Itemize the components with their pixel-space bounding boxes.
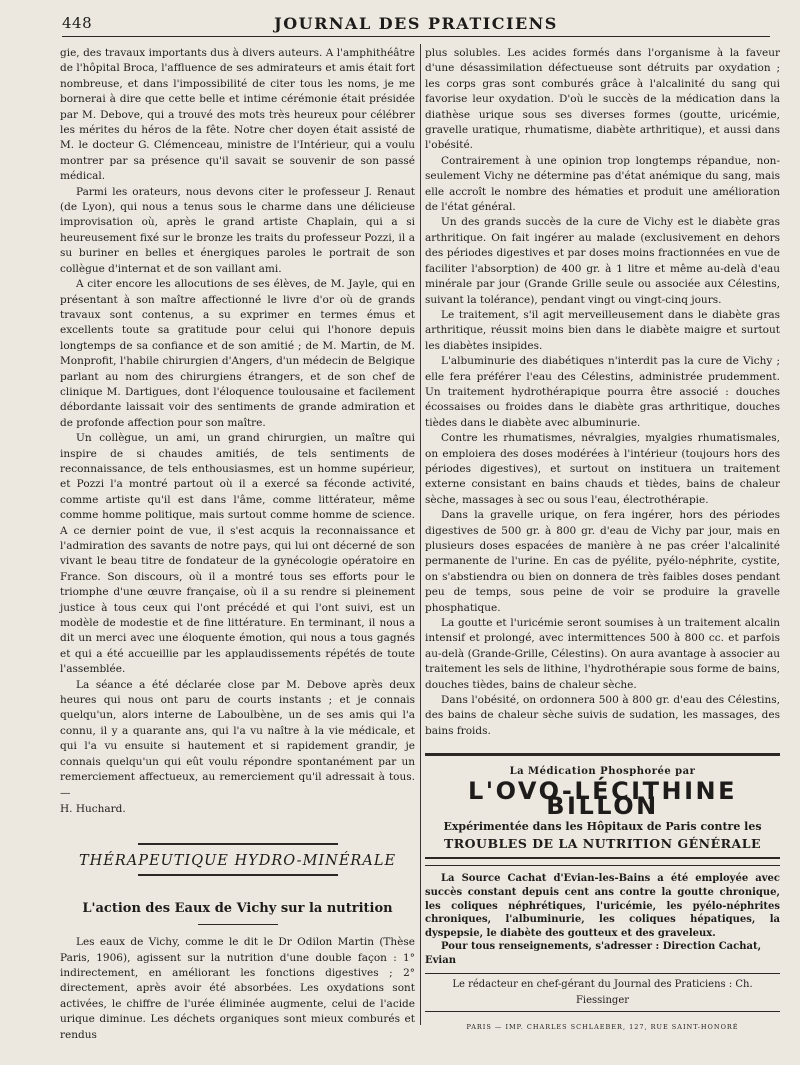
paragraph: Un des grands succès de la cure de Vichy est le diabète gras arthritique. On fait ingérer au malade (exclusivement en dehors des périodes digestives et par doses moins fractionnées en vue de faciliter l'absorption) de 400 gr. à 1 litre et même au-delà d'eau minérale par jour (Grande Grille seule ou associée aux Célestins, suivant la tolérance), pendant vingt ou vingt-cinq jours. — [425, 216, 780, 306]
author-signature: H. Huchard. — [60, 802, 126, 815]
advertisement-source-cachat — [425, 865, 780, 967]
paragraph: A citer encore les allocutions de ses élèves, de M. Jayle, qui en présentant à son maître affectionné le livre d'or où de grands travaux sont contenus, a su exprimer en termes émus et excellents toute sa gratitude pour celui qui l'honore depuis longtemps de sa confiance et de son amitié ; de M. Martin, de M. Monprofit, l'habile chirurgien d'Angers, d'un médecin de Belgique parlant au nom des chirurgiens étrangers, et de son chef de clinique M. Dartigues, dont l'éloquence toulousaine et facilement débordante laissait voir des sentiments de grande admiration et de profonde affection pour son maître. — [60, 278, 415, 429]
title-rule — [198, 924, 278, 925]
paragraph: Contre les rhumatismes, névralgies, myalgies rhumatismales, on emploiera des doses modérées à l'intérieur (toujours hors des périodes digestives), et surtout on instituera un traitement externe consistant en bains chauds et tièdes, bains de chaleur sèche, massages à sec ou sous l'eau, électrothérapie. — [425, 432, 780, 506]
paragraph: Parmi les orateurs, nous devons citer le professeur J. Renaut (de Lyon), qui nous a tenus sous le charme dans une délicieuse improvisation où, après le grand artiste Chaplain, qui a si heureusement fixé sur le bronze les traits du professeur Pozzi, il a su buriner en belles et énergiques paroles le portrait de son collègue d'internat et de son vaillant ami. — [60, 185, 415, 275]
paragraph: Dans la gravelle urique, on fera ingérer, hors des périodes digestives de 500 gr. à 800 gr. d'eau de Vichy par jour, mais en plusieurs doses espacées de manière à ne pas créer l'alcalinité permanente de l'urine. En cas de pyélite, pyélo-néphrite, cystite, on s'abstiendra ou bien on donnera de très faibles doses pendant peu de temps, sous peine de voir se produire la gravelle phosphatique. — [425, 509, 780, 614]
paragraph: L'albuminurie des diabétiques n'interdit pas la cure de Vichy ; elle fera préférer l'eau des Célestins, administrée prudemment. Un traitement hydrothérapique pourra être associé : douches écossaises ou froides dans le diabète gras arthritique, douches tièdes dans le diabète avec albuminurie. — [425, 355, 780, 429]
advertisement-ovo-lecithine — [425, 753, 780, 859]
ad-brand: L'OVO-LÉCITHINE BILLON — [468, 776, 737, 821]
printer-line: PARIS — IMP. CHARLES SCHLAEBER, 127, RUE SAINT-HONORÉ — [466, 1023, 739, 1032]
paragraph: Les eaux de Vichy, comme le dit le Dr Odilon Martin (Thèse Paris, 1906), agissent sur la nutrition d'une double façon : 1° indirectement, en améliorant les fonctions digestives ; 2° directement, après avoir été absorbées. Les oxydations sont activées, le chiffre de l'urée éliminée augmente, celui de l'acide urique diminue. Les déchets organiques sont mieux comburés et rendus — [60, 936, 415, 1041]
editor-line: Le rédacteur en chef-gérant du Journal des Praticiens : Ch. Fiessinger — [425, 973, 780, 1012]
ad-subtitle: TROUBLES DE LA NUTRITION GÉNÉRALE — [443, 835, 762, 851]
ad-tagline: La Médication Phosphorée par — [509, 766, 696, 778]
paragraph: gie, des travaux importants dus à divers auteurs. A l'amphithéâtre de l'hôpital Broca, l'affluence de ses admirateurs et amis était fort nombreuse, et dans l'impossibilité de citer tous les noms, je me bornerai à dire que cette belle et intime cérémonie était présidée par M. Debove, qui a trouvé des mots très heureux pour célébrer les mérites du héros de la fête. Notre cher doyen était assisté de M. le docteur G. Clémenceau, ministre de l'Intérieur, qui a voulu montrer par sa présence qu'il savait se souvenir de son passé médical. — [60, 47, 415, 183]
ad-contact: Pour tous renseignements, s'adresser : Direction Cachat, Evian — [425, 941, 762, 966]
paragraph: plus solubles. Les acides formés dans l'organisme à la faveur d'une désassimilation défectueuse sont détruits par oxydation ; les corps gras sont comburés grâce à l'alcalinité du sang qui favorise leur oxydation. D'où le succès de la médication dans la diathèse urique sous ses diverses formes (goutte, uricémie, gravelle uratique, rhumatisme, diabète arthritique), et aussi dans l'obésité. — [425, 47, 780, 152]
paragraph: Dans l'obésité, on ordonnera 500 à 800 gr. d'eau des Célestins, des bains de chaleur sèche suivis de sudation, les massages, des bains froids. — [425, 694, 780, 737]
section-rule-top — [138, 843, 338, 848]
paragraph: La goutte et l'uricémie seront soumises à un traitement alcalin intensif et prolongé, avec intermittences 500 à 800 cc. et parfois au-delà (Grande-Grille, Célestins). On aura avantage à associer au traitement les sels de lithine, l'hydrothérapie sous forme de bains, douches tièdes, bains de chaleur sèche. — [425, 617, 780, 691]
right-column — [425, 46, 780, 1030]
paragraph: Contrairement à une opinion trop longtemps répandue, non-seulement Vichy ne détermine pas d'état anémique du sang, mais elle accroît le nombre des hématies et produit une amélioration de l'état général. — [425, 154, 780, 214]
column-divider — [420, 44, 421, 1025]
article-title: L'action des Eaux de Vichy sur la nutrition — [82, 900, 393, 916]
left-column — [60, 46, 415, 1041]
section-title: THÉRAPEUTIQUE HYDRO-MINÉRALE — [78, 853, 397, 870]
section-rule-bottom — [138, 874, 338, 879]
ad-body: La Source Cachat d'Evian-les-Bains a été employée avec succès constant depuis cent ans contre la goutte chronique, les coliques néphrétiques, l'uricémie, les pyélo-néphrites chroniques, l'albuminurie, les coliques hépatiques, la dyspepsie, le diabète des goutteux et des graveleux. — [425, 873, 780, 939]
page-number: 448 — [62, 14, 93, 32]
paragraph: Un collègue, un ami, un grand chirurgien, un maître qui inspire de si chaudes amitiés, de tels sentiments de reconnaissance, de tels enthousiasmes, est un homme supérieur, et Pozzi l'a montré partout où il a exercé sa féconde activité, comme artiste qu'il est dans l'âme, comme littérateur, même comme homme politique, mais surtout comme homme de science. A ce dernier point de vue, il s'est acquis la reconnaissance et l'admiration des savants de notre pays, qui lui ont décerné de son vivant le beau titre de fondateur de la gynécologie opératoire en France. Son discours, où il a montré tous ses efforts pour le triomphe d'une œuvre française, où il a su rendre si pleinement justice à tous ceux qui l'ont précédé et qui l'ont suivi, est un modèle de modestie et de fine littérature. En terminant, il nous a dit un merci avec une éloquente émotion, qui nous a tous gagnés et qui a été accueillie par les applaudissements répétés de toute l'assemblée. — [60, 432, 415, 676]
journal-title: JOURNAL DES PRATICIENS — [274, 14, 558, 33]
paragraph: Le traitement, s'il agit merveilleusement dans le diabète gras arthritique, réussit moins bien dans le diabète maigre et surtout les diabètes insipides. — [425, 308, 780, 352]
ad-line: Expérimentée dans les Hôpitaux de Paris contre les — [443, 819, 762, 833]
paragraph: La séance a été déclarée close par M. Debove après deux heures qui nous ont paru de courts instants ; et je connais quelqu'un, alors interne de Laboulbène, un de ses amis qui l'a connu, il y a quarante ans, qui l'a vu naître à la vie médicale, et qui l'a vu ensuite si hautement et si rapidement grandir, je connais quelqu'un qui eût voulu répondre spontanément par un remerciement affectueux, au remerciement qu'il adressait à tous. — — [60, 678, 415, 799]
page-header — [62, 10, 770, 37]
